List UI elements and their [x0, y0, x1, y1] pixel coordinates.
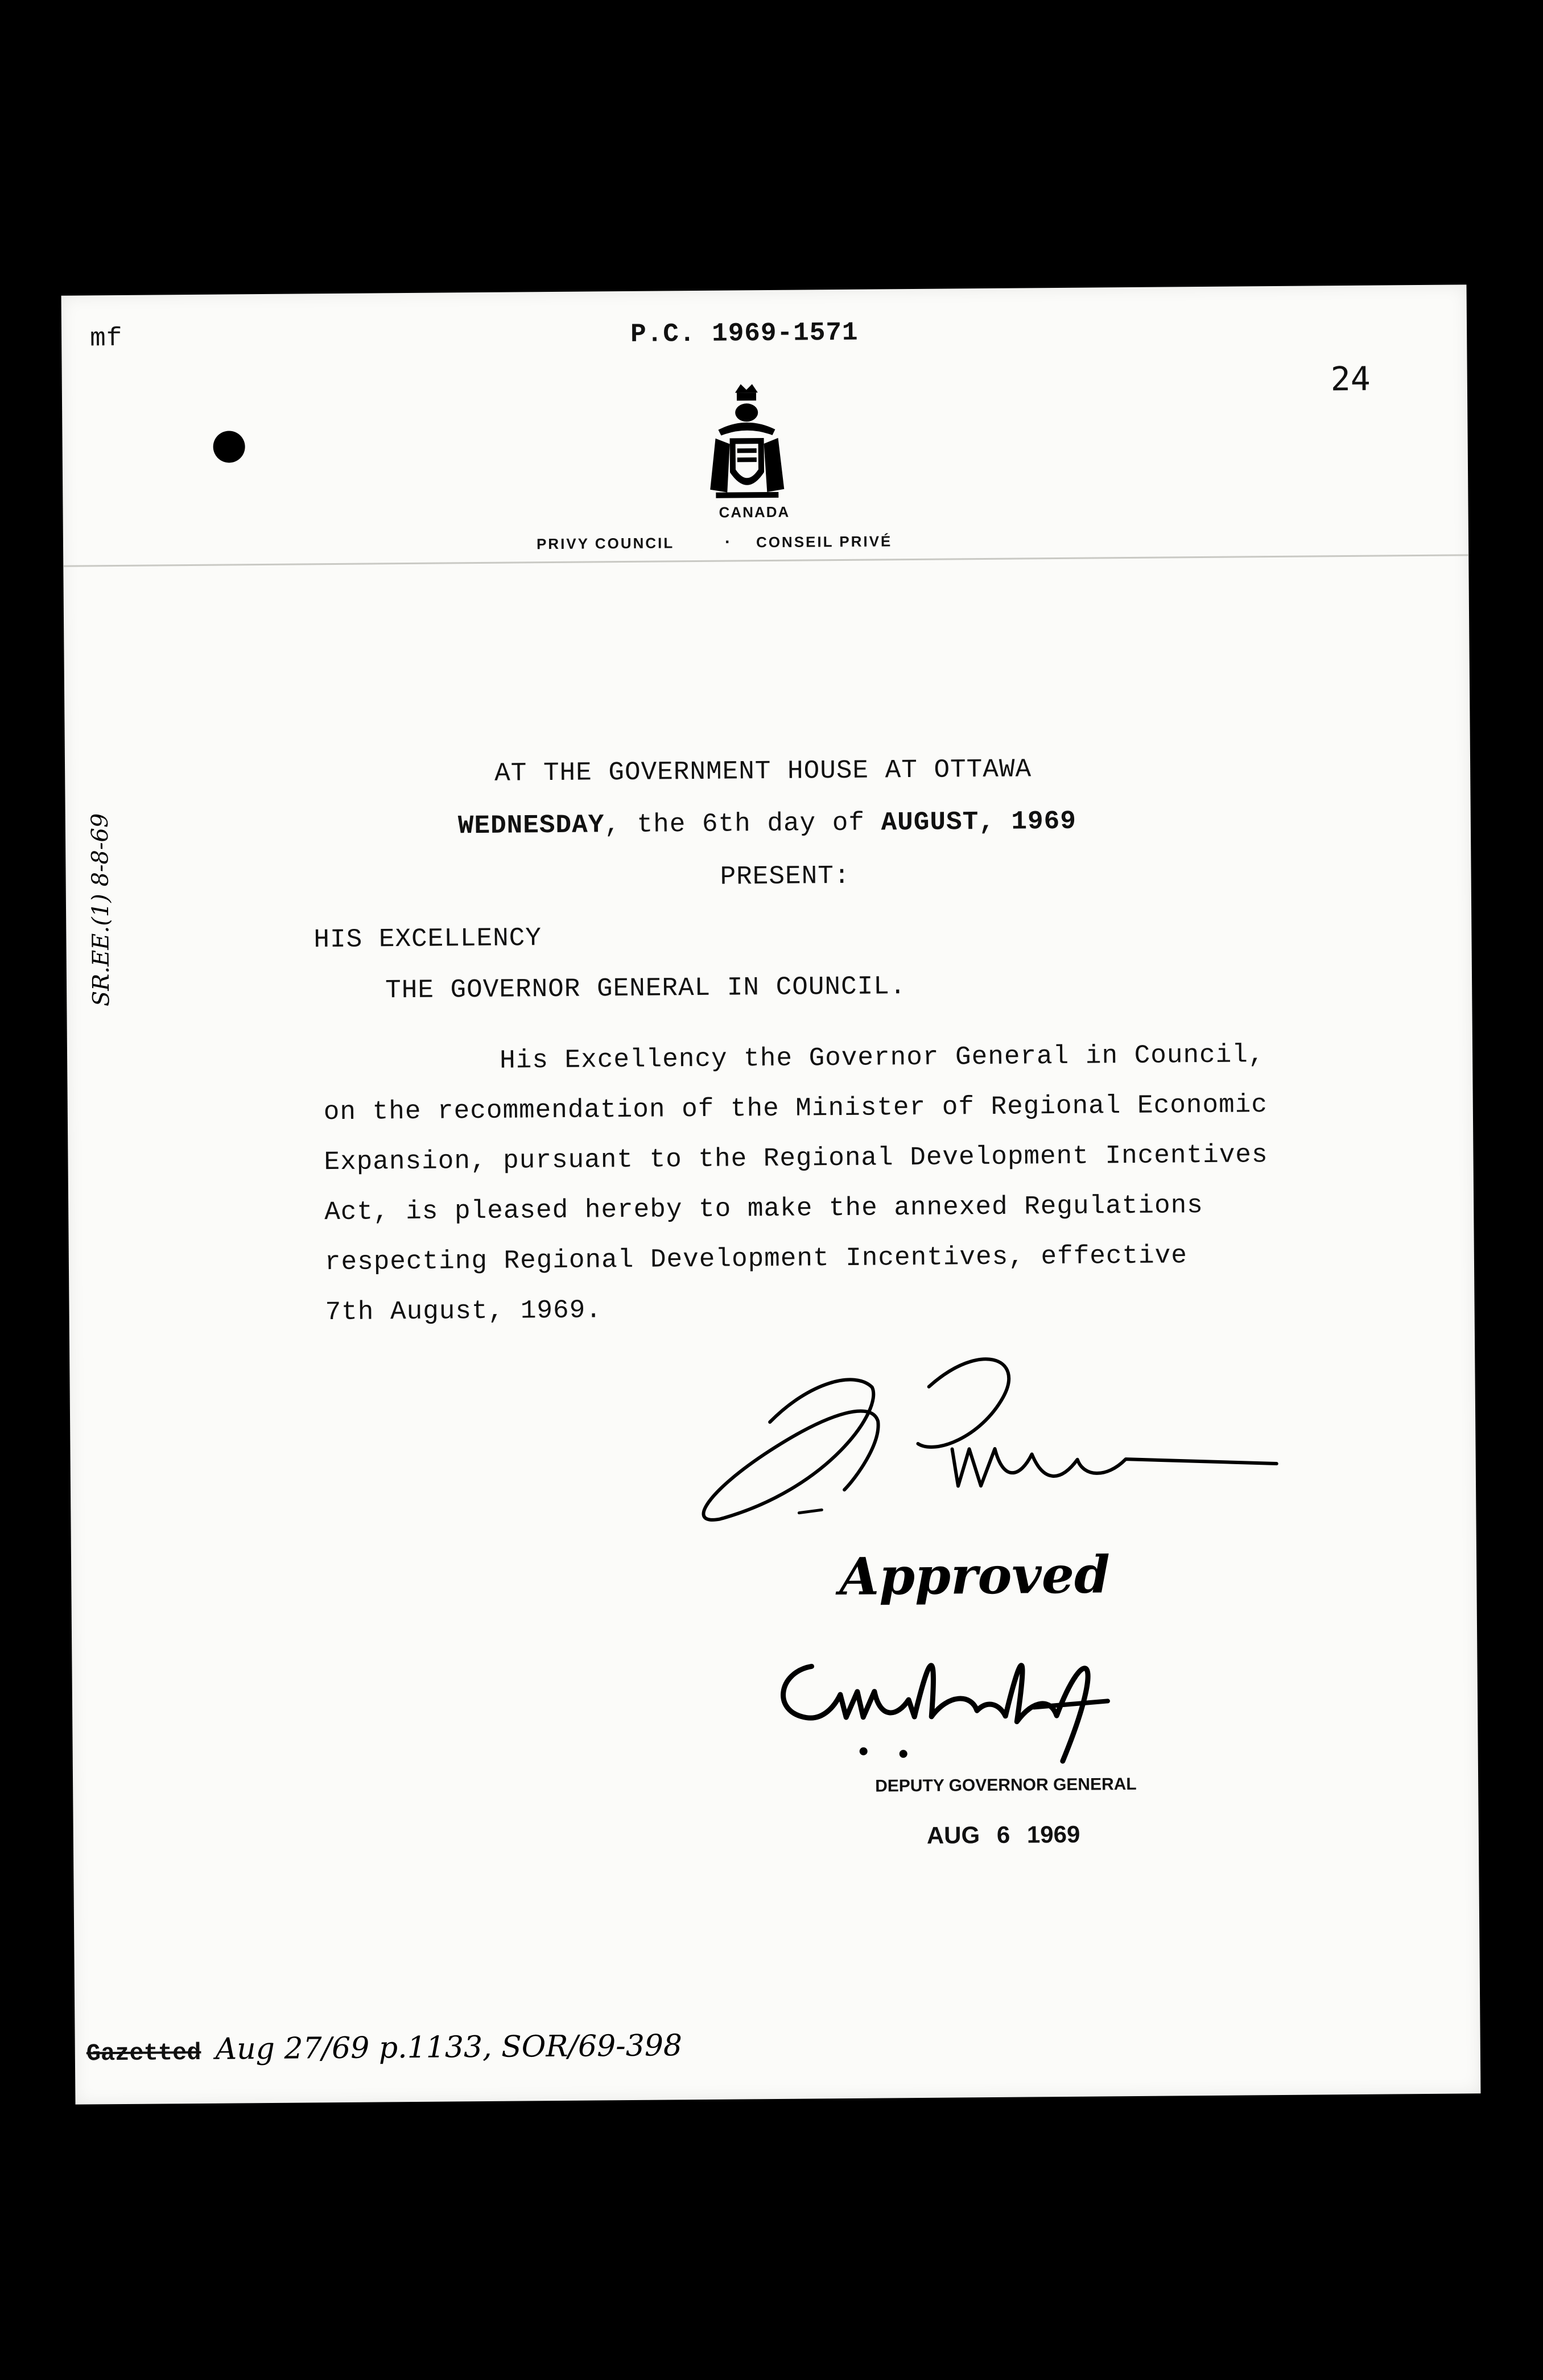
gazetted-reference: Aug 27/69 p.1133, SOR/69-398 [215, 2028, 683, 2067]
location-heading: AT THE GOVERNMENT HOUSE AT OTTAWA [494, 754, 1032, 788]
approved-handwriting: Approved [839, 1544, 1111, 1608]
attendance-line-2: THE GOVERNOR GENERAL IN COUNCIL. [385, 972, 906, 1006]
weekday: WEDNESDAY [457, 810, 605, 841]
body-line: Act, is pleased hereby to make the annexed Regulations [324, 1191, 1204, 1228]
body-line: Expansion, pursuant to the Regional Development Incentives [324, 1140, 1268, 1177]
page-number: 24 [1330, 359, 1371, 399]
governor-signature [684, 1344, 1311, 1537]
attendance-line-1: HIS EXCELLENCY [313, 923, 542, 955]
header-separator: · [724, 532, 731, 552]
gazetted-label: Gazetted [86, 2039, 201, 2068]
document-page [61, 284, 1481, 2104]
crest-caption: CANADA [719, 503, 790, 521]
left-code: mf [89, 323, 123, 354]
body-line: 7th August, 1969. [325, 1295, 603, 1328]
body-line: respecting Regional Development Incentives, effective [324, 1241, 1188, 1278]
conseil-prive-label: CONSEIL PRIVÉ [756, 532, 893, 551]
month-year: AUGUST, 1969 [881, 806, 1077, 838]
pc-number: P.C. 1969-1571 [630, 317, 859, 349]
deputy-signature [766, 1635, 1120, 1769]
header-divider [63, 554, 1468, 567]
body-line: His Excellency the Governor General in Council, [499, 1040, 1265, 1076]
canada-crest-icon [704, 381, 790, 501]
gazetted-note [86, 2028, 683, 2067]
margin-note: SR.EE.(1) 8-8-69 [86, 813, 115, 1007]
date-line [458, 807, 1076, 841]
privy-council-label: PRIVY COUNCIL [536, 534, 675, 553]
body-line: on the recommendation of the Minister of Regional Economic [323, 1090, 1268, 1127]
date-stamp: AUG 6 1969 [926, 1820, 1080, 1849]
date-middle: , the 6th day of [604, 808, 881, 840]
deputy-governor-general-label: DEPUTY GOVERNOR GENERAL [875, 1774, 1137, 1796]
present-label: PRESENT: [720, 861, 851, 892]
punch-hole [213, 431, 245, 462]
